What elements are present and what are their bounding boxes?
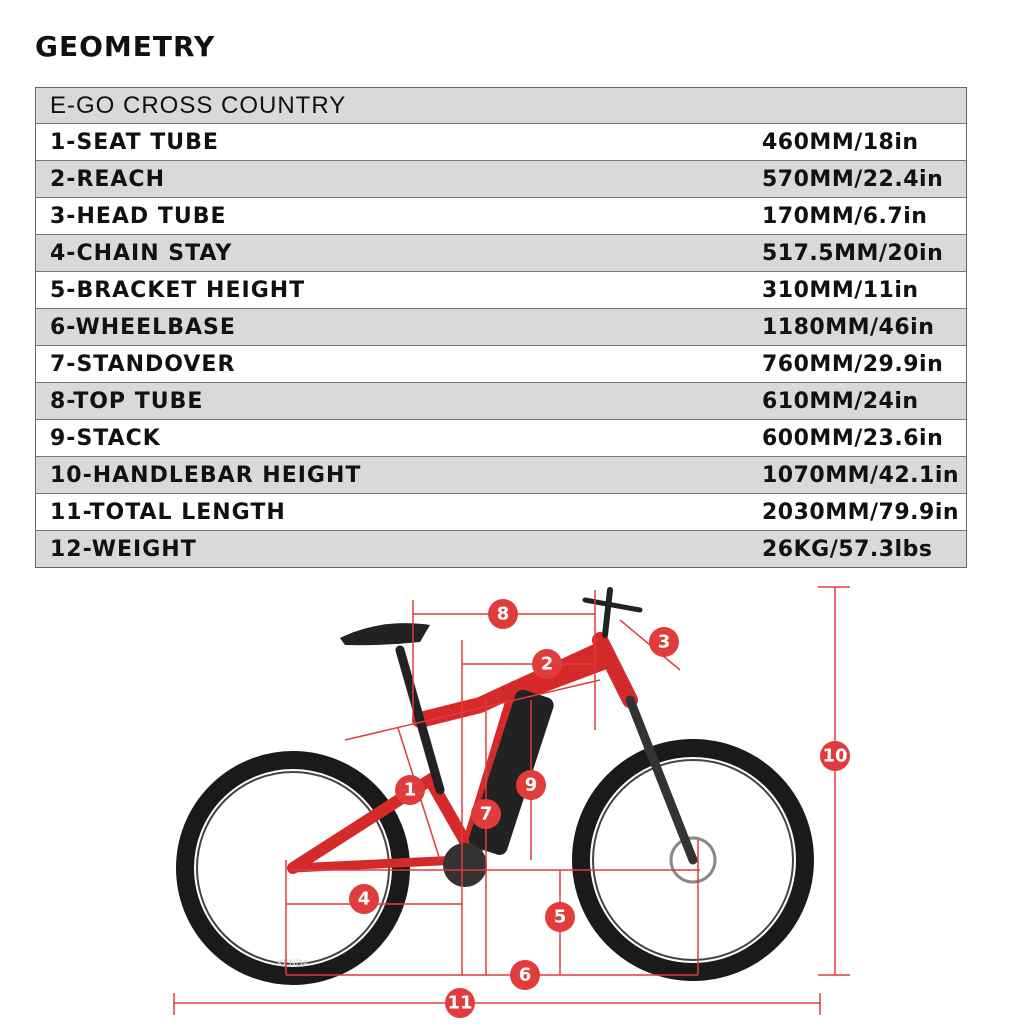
row-label: 5-BRACKET HEIGHT [50, 277, 306, 303]
row-label: 3-HEAD TUBE [50, 203, 227, 229]
marker-6 [510, 960, 540, 990]
row-value: 1070MM/42.1in [762, 462, 960, 488]
page-title: GEOMETRY [35, 30, 216, 63]
svg-text:1: 1 [403, 779, 417, 801]
bike-geometry-diagram [0, 570, 1024, 1024]
marker-4 [349, 884, 379, 914]
row-value: 517.5MM/20in [762, 240, 944, 266]
marker-9 [516, 770, 546, 800]
marker-11 [445, 988, 475, 1018]
row-value: 760MM/29.9in [762, 351, 944, 377]
svg-text:5: 5 [553, 906, 567, 928]
marker-10 [820, 741, 850, 771]
saddle [340, 623, 430, 645]
row-label: 1-SEAT TUBE [50, 129, 219, 155]
row-value: 170MM/6.7in [762, 203, 928, 229]
table-row [36, 382, 966, 419]
svg-text:8: 8 [496, 603, 510, 625]
svg-text:2: 2 [540, 653, 554, 675]
row-label: 9-STACK [50, 425, 161, 451]
svg-text:10: 10 [822, 745, 848, 767]
marker-5 [545, 902, 575, 932]
table-row [36, 493, 966, 530]
marker-8 [488, 599, 518, 629]
row-label: 4-CHAIN STAY [50, 240, 233, 266]
table-row [36, 197, 966, 234]
svg-text:9: 9 [524, 774, 538, 796]
table-row [36, 419, 966, 456]
row-label: 11-TOTAL LENGTH [50, 499, 286, 525]
row-label: 8-TOP TUBE [50, 388, 204, 414]
row-value: 600MM/23.6in [762, 425, 944, 451]
row-label: 7-STANDOVER [50, 351, 236, 377]
table-row [36, 123, 966, 160]
row-value: 2030MM/79.9in [762, 499, 960, 525]
marker-7 [471, 799, 501, 829]
svg-text:11: 11 [447, 992, 473, 1014]
table-row [36, 456, 966, 493]
row-label: 10-HANDLEBAR HEIGHT [50, 462, 362, 488]
motor [443, 843, 487, 887]
tire-brand: KENDA [277, 959, 309, 969]
row-value: 460MM/18in [762, 129, 919, 155]
model-name: E-GO CROSS COUNTRY [50, 91, 347, 119]
row-value: 26KG/57.3lbs [762, 536, 933, 562]
svg-text:6: 6 [518, 964, 532, 986]
table-row [36, 234, 966, 271]
row-value: 570MM/22.4in [762, 166, 944, 192]
table-row [36, 271, 966, 308]
svg-text:3: 3 [657, 631, 671, 653]
table-row [36, 530, 966, 567]
table-row [36, 345, 966, 382]
marker-3 [649, 627, 679, 657]
table-header [36, 88, 966, 123]
marker-1 [395, 775, 425, 805]
geometry-table [35, 87, 967, 568]
row-label: 6-WHEELBASE [50, 314, 236, 340]
row-label: 2-REACH [50, 166, 165, 192]
svg-text:4: 4 [357, 888, 371, 910]
row-value: 1180MM/46in [762, 314, 935, 340]
svg-text:7: 7 [479, 803, 493, 825]
table-row [36, 308, 966, 345]
row-value: 610MM/24in [762, 388, 919, 414]
table-row [36, 160, 966, 197]
row-value: 310MM/11in [762, 277, 919, 303]
marker-2 [532, 649, 562, 679]
row-label: 12-WEIGHT [50, 536, 197, 562]
